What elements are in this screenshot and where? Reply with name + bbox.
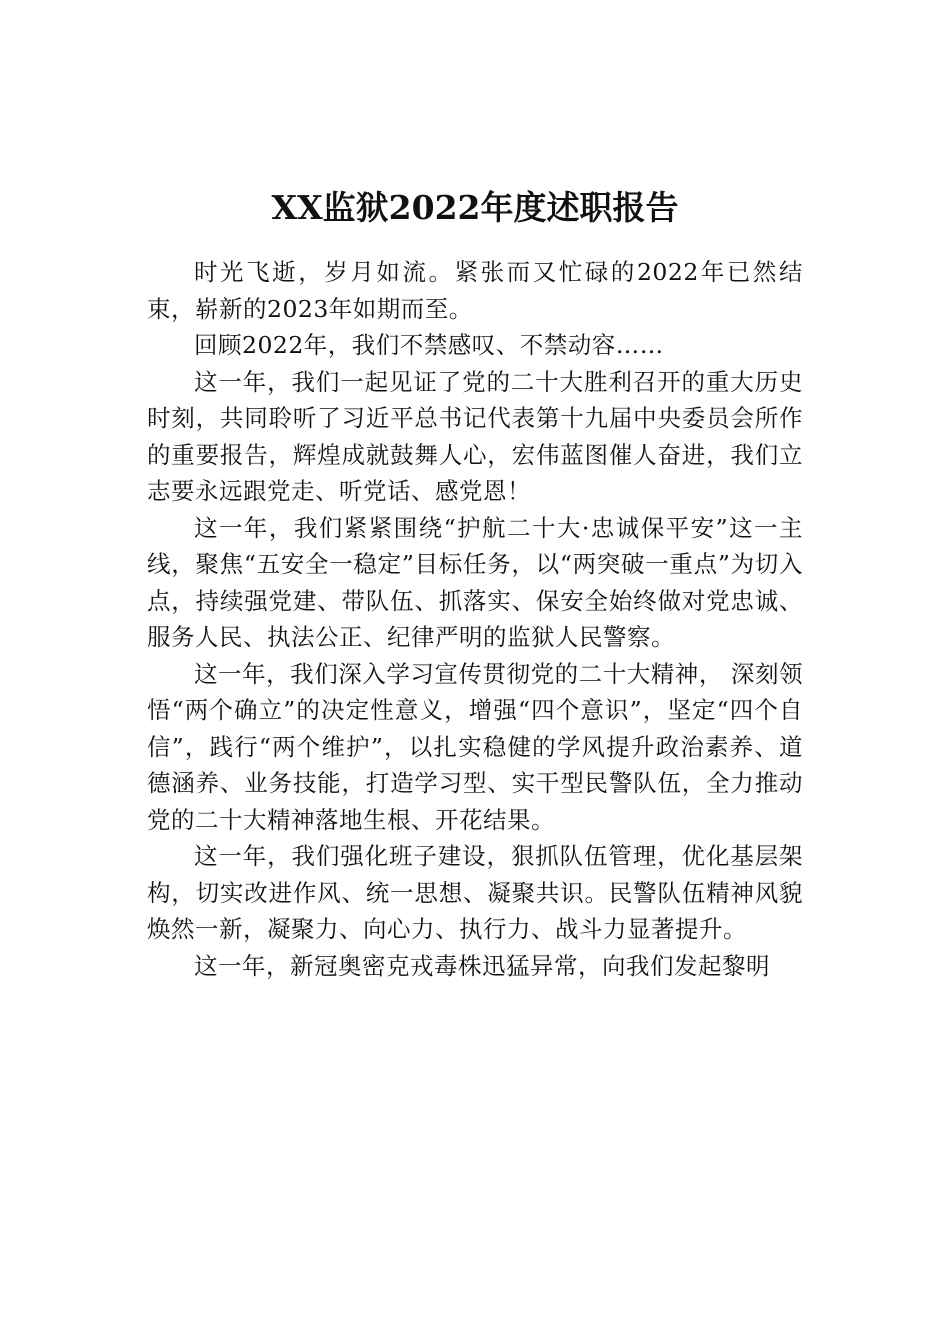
- paragraph-3: 这一年，我们一起见证了党的二十大胜利召开的重大历史时刻，共同聆听了习近平总书记代表第十九届中央委员会所作的重要报告，辉煌成就鼓舞人心，宏伟蓝图催人奋进，我们立志要永远跟党走、听党话、感党恩！: [147, 367, 803, 505]
- paragraph-5: 这一年，我们深入学习宣传贯彻党的二十大精神， 深刻领悟“两个确立”的决定性意义，增强“四个意识”，坚定“四个自信”，践行“两个维护”，以扎实稳健的学风提升政治素养、道德涵养、业务技能，打造学习型、实干型民警队伍，全力推动党的二十大精神落地生根、开花结果。: [147, 659, 803, 834]
- document-title: XX监狱2022年度述职报告: [271, 188, 679, 228]
- paragraph-4: 这一年，我们紧紧围绕“护航二十大·忠诚保平安”这一主线，聚焦“五安全一稳定”目标任务，以“两突破一重点”为切入点，持续强党建、带队伍、抓落实、保安全始终做对党忠诚、服务人民、执法公正、纪律严明的监狱人民警察。: [147, 513, 803, 651]
- paragraph-7: 这一年，新冠奥密克戎毒株迅猛异常，向我们发起黎明: [194, 951, 770, 980]
- paragraph-6: 这一年，我们强化班子建设，狠抓队伍管理，优化基层架构，切实改进作风、统一思想、凝聚共识。民警队伍精神风貌焕然一新，凝聚力、向心力、执行力、战斗力显著提升。: [147, 842, 803, 943]
- paragraph-1: 时光飞逝，岁月如流。紧张而又忙碌的2022年已然结束，崭新的2023年如期而至。: [147, 258, 803, 323]
- document-body: [147, 254, 803, 984]
- paragraph-2: 回顾2022年，我们不禁感叹、不禁动容……: [194, 331, 664, 359]
